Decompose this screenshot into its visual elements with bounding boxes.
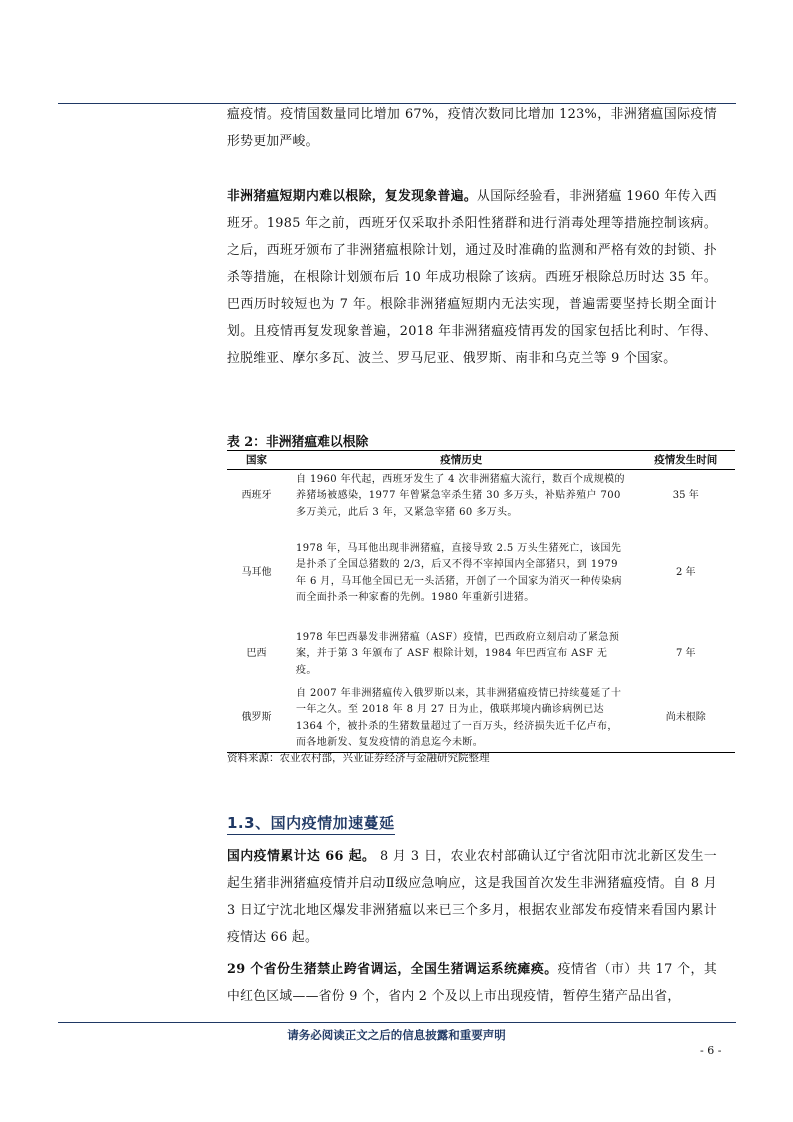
column-header-duration: 疫情发生时间 <box>637 451 735 470</box>
cell-country: 巴西 <box>246 648 267 660</box>
table-row <box>227 686 735 753</box>
paragraph-eradication <box>227 183 717 372</box>
cell-country: 俄罗斯 <box>227 686 286 753</box>
paragraph-lead: 非洲猪瘟短期内难以根除，复发现象普遍。 <box>227 189 478 204</box>
cell-country: 马耳他 <box>241 567 272 579</box>
cell-history: 1978 年，马耳他出现非洲猪瘟，直接导致 2.5 万头生猪死亡，该国先是扑杀了全国总猪数的 2/3，后又不得不宰掉国内全部猪只，到 1979 年 6 月，马耳他全国已无一头活猪，开创了一个国家为消灭一种传染病而全面扑杀一种家畜的先例。1980 年重新引进猪。 <box>295 542 622 603</box>
footer-disclaimer: 请务必阅读正文之后的信息披露和重要声明 <box>287 1028 506 1042</box>
table-row <box>227 624 735 686</box>
paragraph-domestic-cases <box>227 843 717 951</box>
column-header-country: 国家 <box>227 451 286 470</box>
paragraph-intl-situation <box>227 101 717 155</box>
paragraph-text: 从国际经验看，非洲猪瘟 1960 年传入西班牙。1985 年之前，西班牙仅采取扑杀阳性猪群和进行消毒处理等措施控制该病。之后，西班牙颁布了非洲猪瘟根除计划，通过及时准确的监测和严格有效的封锁、扑杀等措施，在根除计划颁布后 10 年成功根除了该病。西班牙根除总历时达 35 年。巴西历时较短也为 7 年。根除非洲猪瘟短期内无法实现，普遍需要坚持长期全面计划。且疫情再复发现象普遍，2018 年非洲猪瘟疫情再发的国家包括比利时、乍得、拉脱维亚、摩尔多瓦、波兰、罗马尼亚、俄罗斯、南非和乌克兰等 9 个国家。 <box>227 189 717 366</box>
table-header-row <box>227 451 735 470</box>
table-row <box>227 469 735 524</box>
paragraph-lead: 29 个省份生猪禁止跨省调运，全国生猪调运系统瘫痪。 <box>227 962 558 977</box>
cell-duration: 2 年 <box>675 567 696 579</box>
section-heading: 1.3、国内疫情加速蔓延 <box>227 812 395 835</box>
paragraph-transport-ban <box>227 956 717 1010</box>
table-title: 表 2：非洲猪瘟难以根除 <box>227 435 369 450</box>
column-header-history: 疫情历史 <box>286 451 637 470</box>
paragraph-text: 疫情省（市）共 17 个，其中红色区域——省份 9 个，省内 2 个及以上市出现疫情，暂停生猪产品出省， <box>227 962 717 1004</box>
page-number: - 6 - <box>700 1044 722 1057</box>
paragraph-text: 瘟疫情。疫情国数量同比增加 67%，疫情次数同比增加 123%，非洲猪瘟国际疫情形势更加严峻。 <box>227 107 717 149</box>
cell-history: 自 1960 年代起，西班牙发生了 4 次非洲猪瘟大流行，数百个成规模的养猪场被感染，1977 年曾紧急宰杀生猪 30 多万头，补贴养殖户 700 多万美元，此后 3 年，又紧急宰猪 60 多万头。 <box>295 473 625 518</box>
cell-duration: 尚未根除 <box>637 686 735 753</box>
table-row <box>227 524 735 624</box>
table-source-note: 资料来源：农业农村部，兴业证券经济与金融研究院整理 <box>227 752 490 764</box>
cell-country: 西班牙 <box>241 490 272 502</box>
paragraph-text: 8 月 3 日，农业农村部确认辽宁省沈阳市沈北新区发生一起生猪非洲猪瘟疫情并启动Ⅱ级应急响应，这是我国首次发生非洲猪瘟疫情。自 8 月 3 日辽宁沈北地区爆发非洲猪瘟以来已三个多月，根据农业部发布疫情来看国内累计疫情达 66 起。 <box>227 849 717 945</box>
eradication-table <box>227 450 735 753</box>
cell-history: 自 2007 年非洲猪瘟传入俄罗斯以来，其非洲猪瘟疫情已持续蔓延了十一年之久。至 2018 年 8 月 27 日为止，俄联邦境内确诊病例已达 1364 个，被扑杀的生猪数量超过了一百万头，经济损失近千亿卢布，而各地新发、复发疫情的消息迄今未断。 <box>286 686 637 753</box>
paragraph-lead: 国内疫情累计达 66 起。 <box>227 849 376 864</box>
cell-duration: 7 年 <box>675 648 696 660</box>
footer-rule <box>58 1022 736 1023</box>
cell-duration: 35 年 <box>672 490 699 502</box>
cell-history: 1978 年巴西暴发非洲猪瘟（ASF）疫情，巴西政府立刻启动了紧急预案，并于第 3 年颁布了 ASF 根除计划，1984 年巴西宣布 ASF 无疫。 <box>295 631 620 676</box>
